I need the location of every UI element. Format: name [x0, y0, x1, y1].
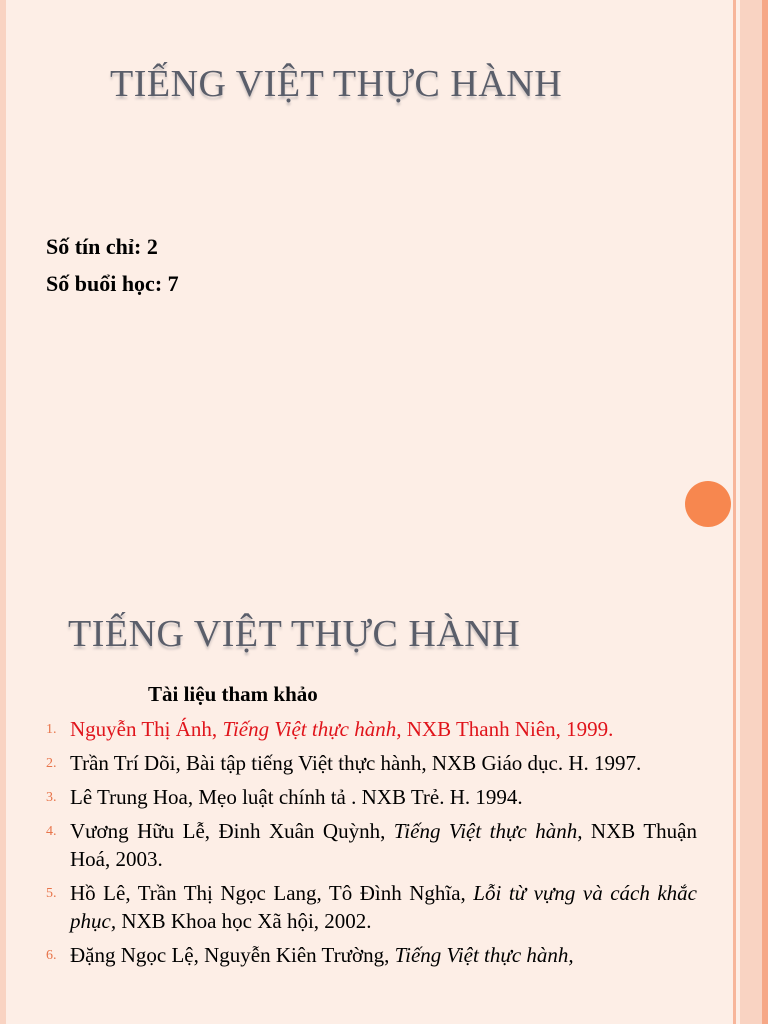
- list-number: 2.: [46, 756, 57, 771]
- orange-circle-icon: [685, 481, 731, 527]
- course-info: [46, 228, 179, 302]
- reference-item: 5. Hồ Lê, Trần Thị Ngọc Lang, Tô Đình Nghĩa, Lỗi từ vựng và cách khắc phục, NXB Khoa học Xã hội, 2002.: [46, 881, 697, 933]
- slide-right-stripe: [762, 0, 768, 512]
- reference-item: 6. Đặng Ngọc Lệ, Nguyễn Kiên Trường, Tiếng Việt thực hành,: [0, 941, 697, 969]
- list-number: 6.: [46, 948, 57, 963]
- reference-item: 4. Vương Hữu Lễ, Đinh Xuân Quỳnh, Tiếng Việt thực hành, NXB Thuận Hoá, 2003.: [46, 819, 698, 871]
- list-number: 5.: [46, 886, 57, 901]
- list-number: 3.: [46, 790, 57, 805]
- slide-right-stripe: [733, 0, 736, 512]
- sessions-text: Số buổi học: 7: [46, 271, 179, 296]
- slide-left-border: [0, 0, 6, 512]
- list-number: 1.: [46, 722, 57, 737]
- credits-text: Số tín chỉ: 2: [46, 234, 158, 259]
- references-heading: Tài liệu tham khảo: [148, 682, 318, 706]
- reference-item: 3. Lê Trung Hoa, Mẹo luật chính tả . NXB Trẻ. H. 1994.: [0, 783, 697, 811]
- slide-title: TIẾNG VIỆT THỰC HÀNH: [110, 63, 563, 105]
- references-list: [0, 715, 768, 975]
- list-number: 4.: [46, 824, 57, 839]
- reference-item: 2. Trần Trí Dõi, Bài tập tiếng Việt thực hành, NXB Giáo dục. H. 1997.: [0, 749, 697, 777]
- slide-right-stripe: [740, 0, 762, 512]
- slide-2: [0, 512, 768, 1024]
- slide-title: TIẾNG VIỆT THỰC HÀNH: [68, 613, 521, 655]
- reference-item: 1. Nguyễn Thị Ánh, Tiếng Việt thực hành, NXB Thanh Niên, 1999.: [0, 715, 697, 743]
